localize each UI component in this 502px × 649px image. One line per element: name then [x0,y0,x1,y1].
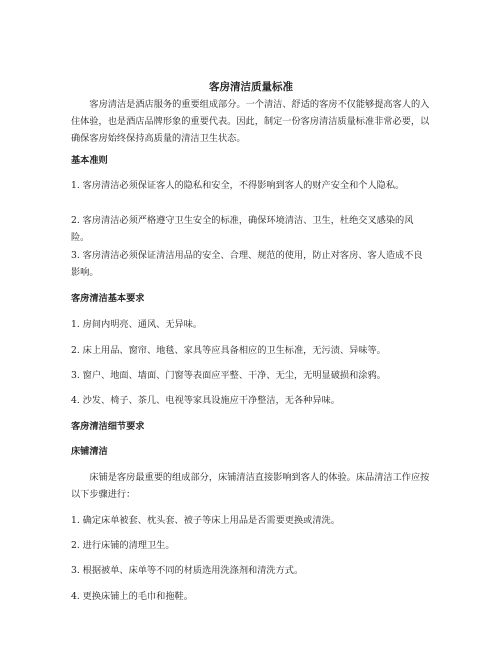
section-heading-basic-requirements: 客房清洁基本要求 [71,293,145,304]
section-heading-detail-requirements: 客房清洁细节要求 [71,421,145,432]
bed-cleaning-paragraph: 床铺是客房最重要的组成部分，床铺清洁直接影响到客人的体验。床品清洁工作应按以下步骤进行： [71,472,430,500]
list-item: 2. 床上用品、窗帘、地毯、家具等应具备相应的卫生标准，无污渍、异味等。 [71,345,386,356]
list-item: 3. 窗户、地面、墙面、门窗等表面应平整、干净、无尘，无明显破损和涂鸦。 [71,370,386,381]
document-title: 客房清洁质量标准 [209,81,293,93]
list-item: 3. 根据被单、床单等不同的材质选用洗涤剂和清洗方式。 [71,565,304,576]
list-item: 2. 客房清洁必须严格遵守卫生安全的标准，确保环境清洁、卫生，杜绝交叉感染的风险。 [71,215,414,243]
list-item: 3. 客房清洁必须保证清洁用品的安全、合理、规范的使用，防止对客房、客人造成不良影响。 [71,250,423,278]
subsection-heading-bed-cleaning: 床铺清洁 [71,446,108,457]
list-item: 4. 沙发、椅子、茶几、电视等家具设施应干净整洁，无各种异味。 [71,395,340,406]
list-item: 4. 更换床铺上的毛巾和拖鞋。 [71,591,193,602]
list-item: 2. 进行床铺的清理卫生。 [71,540,175,551]
section-heading-basic-principles: 基本准则 [71,155,108,166]
list-item: 1. 房间内明亮、通风、无异味。 [71,319,203,330]
list-item: 1. 确定床单被套、枕头套、被子等床上用品是否需要更换或清洗。 [71,515,340,526]
intro-paragraph: 客房清洁是酒店服务的重要组成部分。一个清洁、舒适的客房不仅能够提高客人的入住体验，也是酒店品牌形象的重要代表。因此，制定一份客房清洁质量标准非常必要，以确保客房始终保持高质量的清洁卫生状态。 [71,99,430,144]
list-item: 1. 客房清洁必须保证客人的隐私和安全，不得影响到客人的财产安全和个人隐私。 [71,180,405,191]
